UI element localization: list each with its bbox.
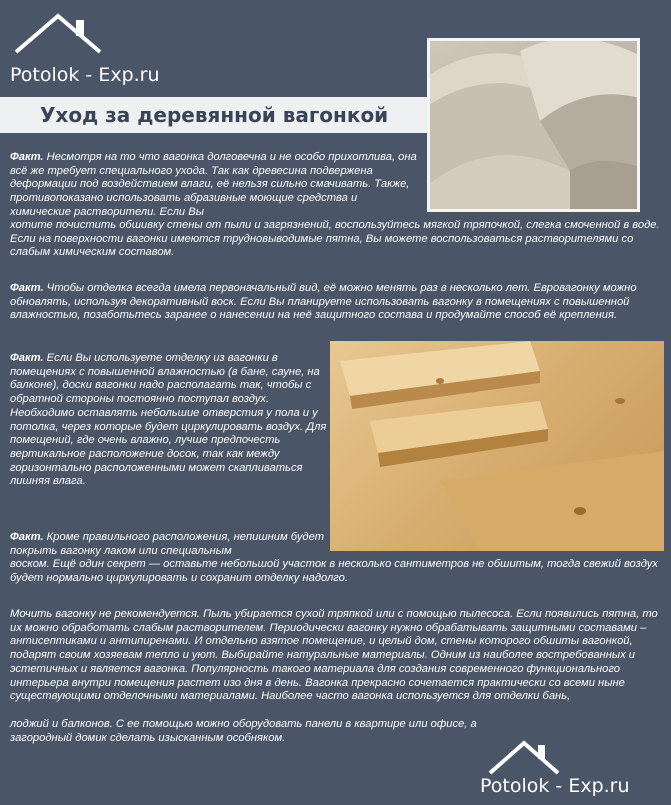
paragraph-5-continued: лоджий и балконов. С ее помощью можно оборудовать панели в квартире или офисе, а загородный домик сделать изысканным особняком. <box>10 718 477 744</box>
paragraph-1-continued: хотите почистить обшивку стены от пыли и загрязнений, воспользуйтесь мягкой тряпочкой, слегка смоченной в воде. Если на поверхности вагонки имеются трудновыводимые пятна, Вы можете воспользоваться растворителями со слабым химическим составом. <box>10 219 660 259</box>
house-roof-icon <box>12 6 108 58</box>
fact-label: Факт. <box>10 282 44 294</box>
logo-top-text: Potolok - Exp.ru <box>10 64 160 86</box>
title-band <box>0 97 430 133</box>
fact-label: Факт. <box>10 531 44 543</box>
paragraph-5: Мочить вагонку не рекомендуется. Пыль убирается сухой тряпкой или с помощью пылесоса. Если появились пятна, то их можно обработать слабым растворителем. Периодически вагонку нужно обрабатывать защитными составами – антисептиками и антипиренами. И отдельно взятое помещение, и целый дом, стены которого обшиты вагонкой, подарят своим хозяевам тепло и уют. Выбирайте натуральные материалы. Одним из наиболее востребованных и эстетичных и является вагонка. Популярность такого материала для создания современного функционального интерьера внутри помещения растет изо дня в день. Вагонка прекрасно сочетается практически со всеми ныне существующими отделочными материалами. Наиболее часто вагонка используется для отделки бань, <box>10 608 658 703</box>
logo-bottom[interactable] <box>480 737 670 805</box>
pine-planks-photo <box>330 341 664 551</box>
log-siding-photo <box>427 38 640 212</box>
page-title: Уход за деревянной вагонкой <box>40 103 389 127</box>
fact-label: Факт. <box>10 151 44 163</box>
paragraph-2: Факт. Чтобы отделка всегда имела первоначальный вид, её можно менять раз в несколько лет. Евровагонку можно обновлять, используя декоративный воск. Если Вы планируете использовать вагонку в помещениях с повышенной влажностью, позаботьтесь заранее о нанесении на неё защитного состава и продумайте способ её крепления. <box>10 282 637 322</box>
paragraph-4: Факт. Кроме правильного расположения, непишним будет покрыть вагонку лаком или специальным <box>10 531 325 557</box>
house-roof-icon <box>486 737 566 777</box>
fact-label: Факт. <box>10 352 44 364</box>
logo-top[interactable] <box>8 6 198 86</box>
logo-bottom-text: Potolok - Exp.ru <box>480 775 630 797</box>
paragraph-4-continued: воском. Ещё один секрет — оставьте небольшой участок в несколько сантиметров не обшитым, тогда свежий воздух будет нормально циркулировать и сохранит отделку надолго. <box>10 558 658 584</box>
paragraph-1: Факт. Несмотря на то что вагонка долговечна и не особо прихотлива, она всё же требует специального ухода. Так как древесина подвержена деформации под воздействием влаги, её нельзя сильно смачивать. Также, противопоказано использовать абразивные моющие средства и химические растворители. Если Вы <box>10 151 417 218</box>
paragraph-3: Факт. Если Вы используете отделку из вагонки в помещениях с повышенной влажностью (в бане, сауне, на балконе), доски вагонки надо располагать так, чтобы с обратной стороны постоянно поступал воздух. Необходимо оставлять небольшие отверстия у пола и у потолка, через которые будет циркулировать воздух. Для помещений, где очень влажно, лучше предпочесть вертикальное расположение досок, так как между горизонтально расположенными может скапливаться лишняя влага. <box>10 352 327 488</box>
